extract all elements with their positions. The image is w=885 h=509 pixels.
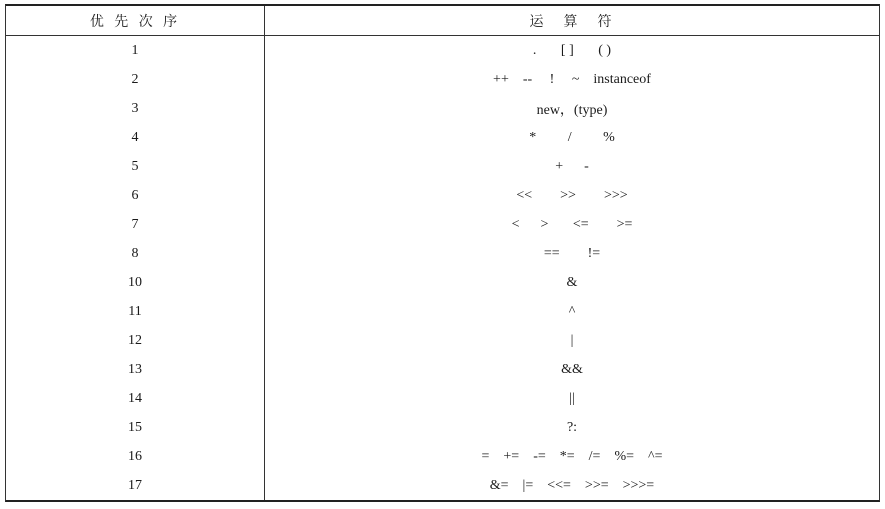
table-row <box>6 123 879 152</box>
table-row <box>6 36 879 65</box>
table-row <box>6 442 879 471</box>
table-body <box>6 36 879 500</box>
operators-cell: . [ ] ( ) <box>532 42 612 58</box>
table-row <box>6 239 879 268</box>
priority-cell: 1 <box>6 36 265 65</box>
table-row <box>6 94 879 123</box>
table-row <box>6 326 879 355</box>
operators-cell: ?: <box>566 419 578 435</box>
priority-cell: 15 <box>6 413 265 442</box>
operators-cell: & <box>566 274 578 290</box>
operators-cell: | <box>570 332 574 348</box>
priority-cell: 8 <box>6 239 265 268</box>
operators-cell: &= |= <<= >>= >>>= <box>489 477 655 493</box>
priority-cell: 13 <box>6 355 265 384</box>
table-row <box>6 413 879 442</box>
operators-cell: + - <box>555 158 589 174</box>
operators-cell: || <box>569 390 575 406</box>
header-priority: 优 先 次 序 <box>6 6 265 35</box>
priority-cell: 10 <box>6 268 265 297</box>
priority-cell: 14 <box>6 384 265 413</box>
operators-cell: == != <box>543 245 601 261</box>
table-row <box>6 181 879 210</box>
operators-cell: * / % <box>529 129 615 145</box>
table-row <box>6 297 879 326</box>
header-operators: 运 算 符 <box>529 13 615 30</box>
priority-cell: 3 <box>6 94 265 123</box>
table-row <box>6 210 879 239</box>
operators-cell: new，(type) <box>536 102 608 118</box>
operators-cell: = += -= *= /= %= ^= <box>481 448 663 464</box>
priority-cell: 5 <box>6 152 265 181</box>
table-row <box>6 152 879 181</box>
table-row <box>6 384 879 413</box>
priority-cell: 12 <box>6 326 265 355</box>
priority-cell: 17 <box>6 471 265 500</box>
operators-cell: && <box>561 361 583 377</box>
operators-cell: ^ <box>568 303 576 319</box>
table-header <box>6 6 879 36</box>
table-row <box>6 268 879 297</box>
operators-cell: << >> >>> <box>516 187 628 203</box>
priority-cell: 6 <box>6 181 265 210</box>
priority-cell: 16 <box>6 442 265 471</box>
operators-cell: ++ -- ! ~ instanceof <box>493 71 651 87</box>
priority-cell: 7 <box>6 210 265 239</box>
priority-cell: 2 <box>6 65 265 94</box>
operator-precedence-table <box>5 4 880 502</box>
table-row <box>6 355 879 384</box>
priority-cell: 4 <box>6 123 265 152</box>
table-row <box>6 471 879 500</box>
operators-cell: < > <= >= <box>511 216 633 232</box>
table-row <box>6 65 879 94</box>
priority-cell: 11 <box>6 297 265 326</box>
